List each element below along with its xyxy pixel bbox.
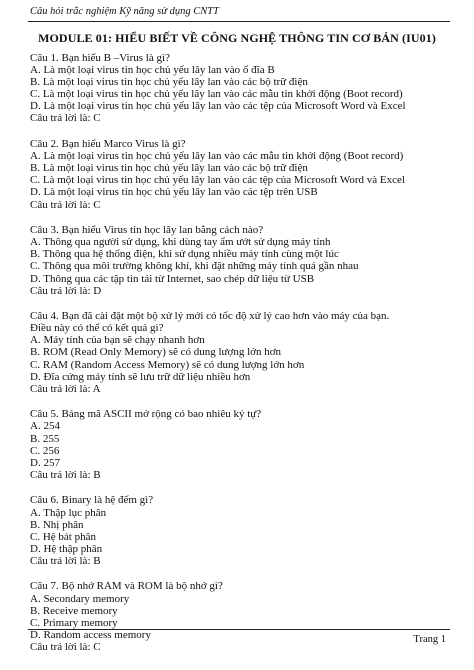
answer-option: A. Máy tính của bạn sẽ chạy nhanh hơn	[30, 334, 205, 347]
question-list	[30, 52, 450, 667]
answer-option: B. ROM (Read Only Memory) sẽ có dung lượng lớn hơn	[30, 346, 282, 359]
question-text	[30, 224, 450, 236]
answer-option: B. Là một loại virus tin học chủ yếu lây lan vào các bộ trữ điện	[30, 76, 308, 89]
answer-option: C. Hệ bát phân	[30, 530, 96, 543]
correct-answer: Câu trả lời là: A	[30, 382, 101, 395]
question-text	[30, 138, 450, 150]
correct-answer: Câu trả lời là: C	[30, 112, 101, 125]
answer-option: A. 254	[30, 420, 60, 433]
answer-option: C. Primary memory	[30, 616, 118, 629]
question-text	[30, 494, 450, 506]
question-text	[30, 52, 450, 64]
answer-option: D. Random access memory	[30, 628, 151, 641]
question-block	[30, 408, 450, 481]
question-label: Câu 1.	[30, 52, 59, 64]
question-text-span: Bảng mã ASCII mở rộng có bao nhiêu ký tự?	[61, 408, 262, 421]
question-text-span: Bạn đã cài đặt một bộ xử lý mới có tốc độ xử lý cao hơn vào máy của bạn.	[61, 310, 390, 323]
correct-answer: Câu trả lời là: C	[30, 640, 101, 653]
correct-answer: Câu trả lời là: B	[30, 554, 101, 567]
answer-option: A. Secondary memory	[30, 592, 130, 605]
answer-option: D. Thông qua các tập tin tải từ Internet, sao chép dữ liệu từ USB	[30, 272, 315, 285]
correct-answer: Câu trả lời là: D	[30, 284, 102, 297]
answer-option: D. 257	[30, 456, 60, 469]
answer-option: C. Thông qua môi trường không khí, khi đặt những máy tính quá gần nhau	[30, 260, 359, 273]
correct-answer: Câu trả lời là: B	[30, 468, 101, 481]
question-block	[30, 310, 450, 395]
answer-option: C. Là một loại virus tin học chủ yếu lây lan vào các mẫu tin khởi động (Boot record)	[30, 88, 403, 101]
question-text-span: Bạn hiểu B –Virus là gì?	[61, 52, 170, 64]
page-header: Câu hỏi trắc nghiệm Kỹ năng sử dụng CNTT	[30, 6, 219, 17]
question-text-span: Binary là hệ đếm gì?	[61, 494, 154, 507]
answer-option: B. 255	[30, 432, 60, 445]
question-label: Câu 3.	[30, 224, 59, 237]
answer-option: B. Thông qua hệ thống điện, khi sử dụng nhiều máy tính cùng một lúc	[30, 248, 339, 261]
answer-option: D. Đĩa cứng máy tính sẽ lưu trữ dữ liệu nhiều hơn	[30, 370, 251, 383]
question-text	[30, 408, 450, 420]
question-label: Câu 2.	[30, 138, 59, 151]
answer-option: B. Nhị phân	[30, 518, 84, 531]
question-block	[30, 494, 450, 567]
answer-option: B. Receive memory	[30, 604, 118, 617]
question-label: Câu 5.	[30, 408, 59, 421]
question-text	[30, 322, 450, 334]
question-text-span: Bạn hiểu Marco Virus là gì?	[61, 138, 186, 151]
answer-option: C. Là một loại virus tin học chủ yếu lây lan vào các tệp của Microsoft Word và Excel	[30, 174, 405, 187]
question-block	[30, 224, 450, 297]
header-divider	[28, 21, 450, 22]
footer-divider	[28, 629, 450, 630]
answer-option: D. Là một loại virus tin học chủ yếu lây lan vào các tệp của Microsoft Word và Excel	[30, 100, 406, 113]
answer-option: D. Hệ thập phân	[30, 542, 103, 555]
question-block	[30, 138, 450, 211]
answer-option: A. Thông qua người sử dụng, khi dùng tay ẩm ướt sử dụng máy tính	[30, 236, 331, 249]
answer-option: C. 256	[30, 444, 60, 457]
question-label: Câu 6.	[30, 494, 59, 507]
question-block	[30, 52, 450, 125]
correct-answer: Câu trả lời là: C	[30, 198, 101, 211]
answer-option: D. Là một loại virus tin học chủ yếu lây lan vào các tệp trên USB	[30, 186, 318, 199]
answer-option: C. RAM (Random Access Memory) sẽ có dung lượng lớn hơn	[30, 358, 305, 371]
question-label: Câu 7.	[30, 580, 59, 593]
answer-option: B. Là một loại virus tin học chủ yếu lây lan vào các bộ trữ điện	[30, 162, 308, 175]
answer-option: A. Thập lục phân	[30, 506, 107, 519]
question-text	[30, 310, 450, 322]
question-text-span: Bộ nhớ RAM và ROM là bộ nhớ gì?	[61, 580, 223, 593]
question-text-span: Bạn hiểu Virus tin học lây lan bằng cách nào?	[61, 224, 264, 237]
page-number: Trang 1	[413, 634, 446, 645]
question-block	[30, 580, 450, 653]
question-text-span: Điều này có thể có kết quả gì?	[30, 322, 164, 335]
answer-option: A. Là một loại virus tin học chủ yếu lây lan vào ổ đĩa B	[30, 64, 275, 77]
answer-option: A. Là một loại virus tin học chủ yếu lây lan vào các mẫu tin khởi động (Boot record)	[30, 150, 404, 163]
question-text	[30, 580, 450, 592]
question-label: Câu 4.	[30, 310, 59, 323]
module-title: MODULE 01: HIỂU BIẾT VỀ CÔNG NGHỆ THÔNG TIN CƠ BẢN (IU01)	[38, 31, 436, 45]
